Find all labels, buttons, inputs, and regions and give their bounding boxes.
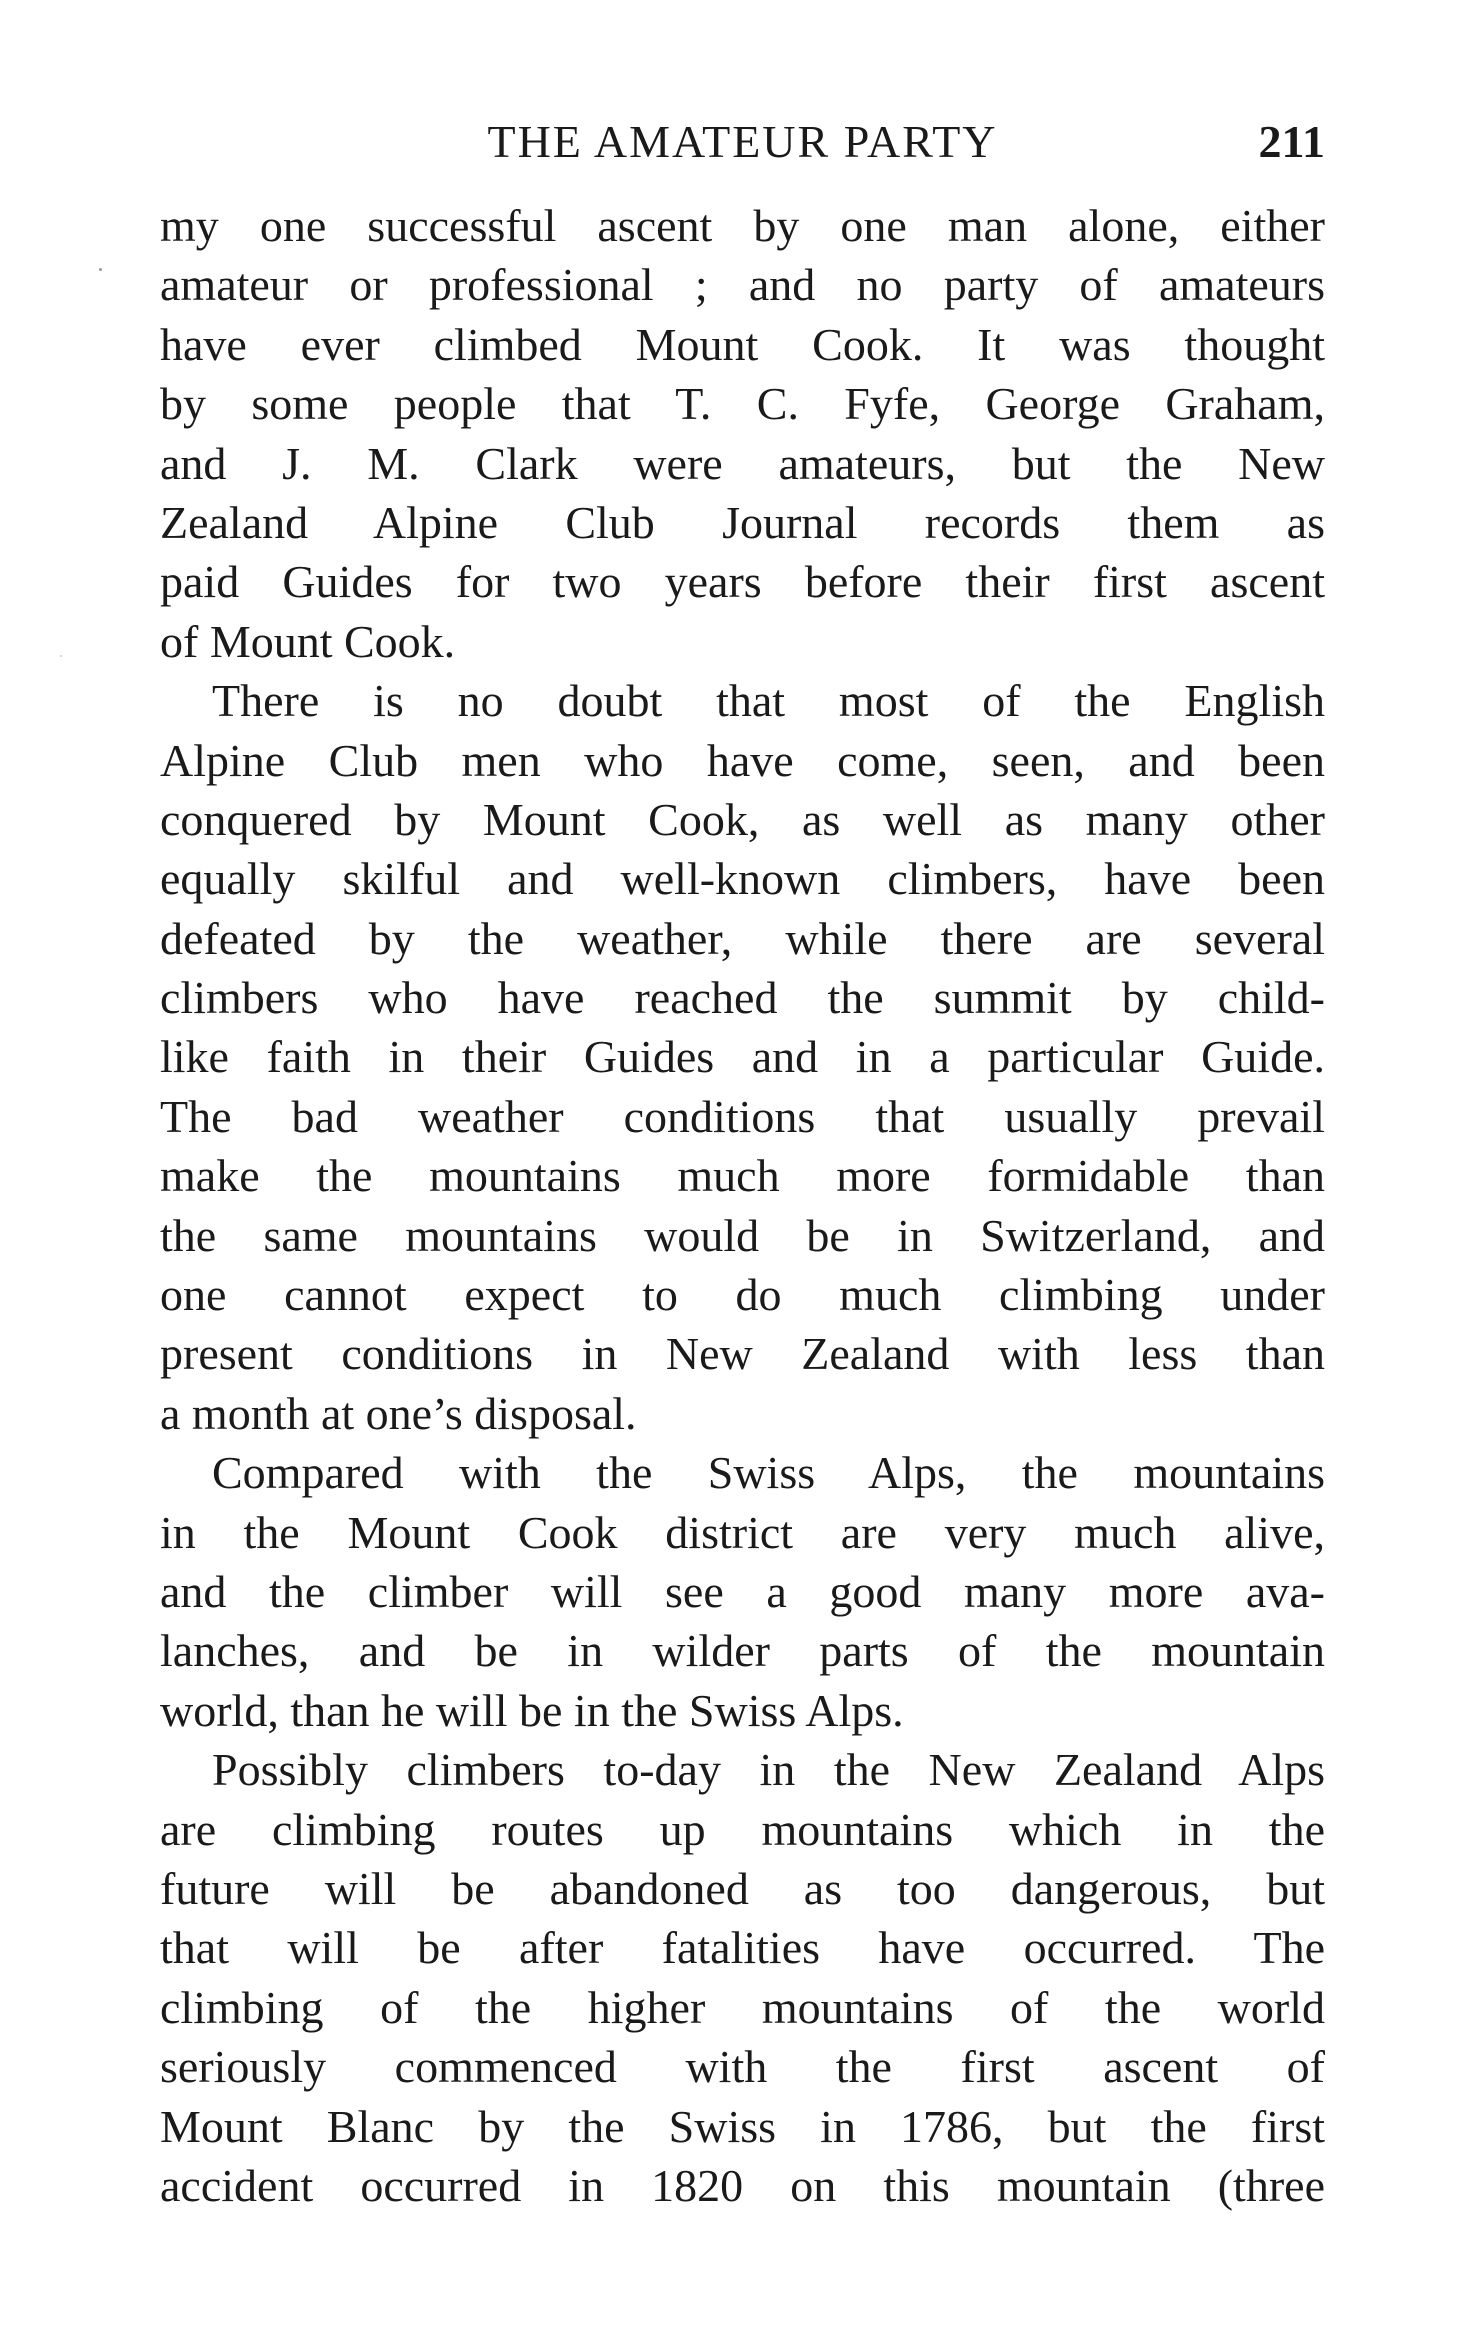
text-line: like faith in their Guides and in a particular Guide. [160,1031,1325,1083]
text-line: and the climber will see a good many more ava- [160,1565,1325,1617]
text-line: and J. M. Clark were amateurs, but the New [160,437,1325,489]
text-line: Mount Blanc by the Swiss in 1786, but the first [160,2100,1325,2152]
text-line: There is no doubt that most of the English [212,675,1325,727]
text-line: Alpine Club men who have come, seen, and been [160,734,1325,786]
page-number: 211 [1258,116,1325,167]
ink-speck [99,268,102,271]
text-line: one cannot expect to do much climbing under [160,1269,1325,1321]
text-line: Compared with the Swiss Alps, the mountains [212,1447,1325,1499]
text-line: The bad weather conditions that usually prevail [160,1090,1325,1142]
text-line: world, than he will be in the Swiss Alps. [160,1684,904,1736]
text-line: defeated by the weather, while there are several [160,912,1325,964]
text-line: of Mount Cook. [160,615,456,667]
text-line: Possibly climbers to-day in the New Zealand Alps [212,1744,1325,1796]
text-line: climbers who have reached the summit by child- [160,972,1325,1024]
text-line: my one successful ascent by one man alone, either [160,200,1325,251]
running-title: THE AMATEUR PARTY [487,116,998,167]
text-line: a month at one’s disposal. [160,1387,637,1439]
text-line: the same mountains would be in Switzerland, and [160,1209,1325,1261]
text-line: future will be abandoned as too dangerous, but [160,1862,1325,1914]
text-line: make the mountains much more formidable than [160,1150,1325,1202]
text-line: that will be after fatalities have occurred. The [160,1922,1325,1974]
text-line: paid Guides for two years before their first ascent [160,556,1325,608]
text-line: lanches, and be in wilder parts of the mountain [160,1625,1325,1677]
body-text [160,196,1325,2215]
text-line: climbing of the higher mountains of the world [160,1981,1325,2033]
text-line: are climbing routes up mountains which in the [160,1803,1325,1855]
text-line: conquered by Mount Cook, as well as many other [160,793,1325,845]
text-line: Zealand Alpine Club Journal records them as [160,496,1325,548]
text-line: equally skilful and well-known climbers, have been [160,853,1325,905]
page-header [160,112,1325,172]
ink-speck [60,655,62,657]
text-line: by some people that T. C. Fyfe, George Graham, [160,378,1325,430]
text-line: accident occurred in 1820 on this mountain (three [160,2159,1325,2211]
text-line: in the Mount Cook district are very much alive, [160,1506,1325,1558]
text-line: amateur or professional ; and no party of amateurs [160,259,1325,311]
text-line: have ever climbed Mount Cook. It was thought [160,318,1325,370]
text-line: seriously commenced with the first ascent of [160,2041,1325,2093]
text-line: present conditions in New Zealand with less than [160,1328,1325,1380]
